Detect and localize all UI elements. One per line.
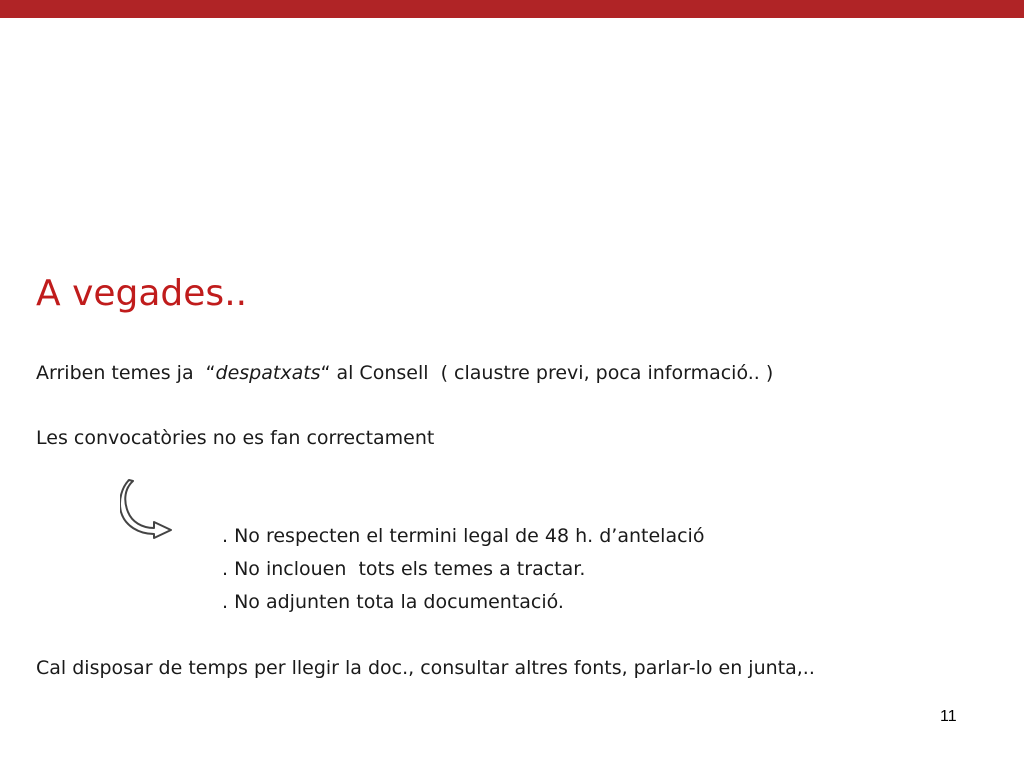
paragraph-text-after: “ al Consell ( claustre previ, poca informació.. ) [320, 362, 774, 384]
paragraph-convocations: Les convocatòries no es fan correctament [36, 427, 435, 449]
paragraph-text-before: Arriben temes ja “ [36, 362, 216, 384]
bullet-item: . No respecten el termini legal de 48 h. d’antelació [222, 525, 705, 547]
curved-down-right-arrow-icon [120, 478, 178, 540]
paragraph-conclusion: Cal disposar de temps per llegir la doc., consultar altres fonts, parlar-lo en junta,.. [36, 657, 815, 679]
paragraph-issues-arrive-decided [36, 361, 773, 385]
slide-title: A vegades.. [36, 273, 248, 314]
bullet-item: . No inclouen tots els temes a tractar. [222, 558, 586, 580]
page-number: 11 [940, 708, 957, 725]
emphasized-word: despatxats [215, 362, 321, 384]
top-accent-bar [0, 0, 1024, 18]
bullet-item: . No adjunten tota la documentació. [222, 591, 564, 613]
